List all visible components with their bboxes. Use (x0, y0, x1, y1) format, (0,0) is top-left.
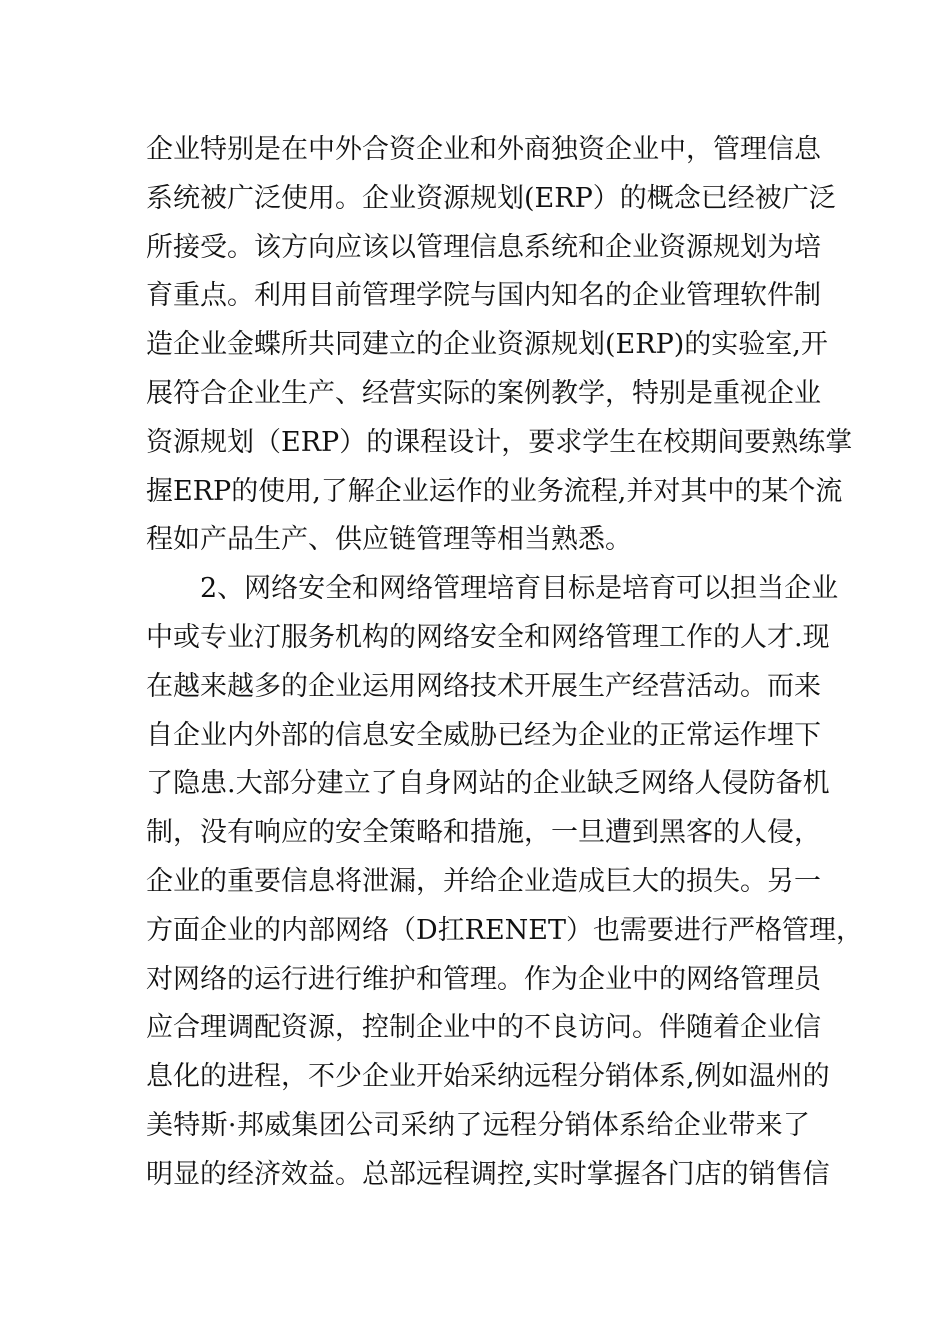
paragraph-start-line: 2、网络安全和网络管理培育目标是培育可以担当企业 (200, 573, 839, 605)
body-text (146, 126, 864, 1200)
text-line: 握ERP的使用,了解企业运作的业务流程,并对其中的某个流 (146, 475, 843, 507)
paragraph-end-line: 程如产品生产、供应链管理等相当熟悉。 (146, 524, 632, 556)
text-line: 中或专业汀服务机构的网络安全和网络管理工作的人才.现 (146, 621, 830, 653)
text-line: 美特斯·邦威集团公司采纳了远程分销体系给企业带来了 (146, 1109, 810, 1141)
text-line: 对网络的运行进行维护和管理。作为企业中的网络管理员 (146, 963, 821, 995)
text-line: 企业的重要信息将泄漏，并给企业造成巨大的损失。另一 (146, 865, 821, 897)
text-line: 方面企业的内部网络（D扛RENET）也需要进行严格管理， (146, 914, 864, 946)
text-line: 自企业内外部的信息安全威胁已经为企业的正常运作埋下 (146, 719, 821, 751)
text-line: 所接受。该方向应该以管理信息系统和企业资源规划为培 (146, 231, 821, 263)
text-line: 应合理调配资源，控制企业中的不良访问。伴随着企业信 (146, 1012, 821, 1044)
text-line: 资源规划（ERP）的课程设计，要求学生在校期间要熟练掌 (146, 426, 853, 458)
text-line: 制，没有响应的安全策略和措施，一旦遭到黑客的人侵， (146, 817, 821, 849)
text-line: 造企业金蝶所共同建立的企业资源规划(ERP)的实验室,开 (146, 329, 828, 361)
text-line: 企业特别是在中外合资企业和外商独资企业中，管理信息 (146, 134, 821, 165)
text-line: 展符合企业生产、经营实际的案例教学，特别是重视企业 (146, 377, 821, 409)
text-line: 系统被广泛使用。企业资源规划(ERP）的概念已经被广泛 (146, 182, 836, 214)
text-line: 明显的经济效益。总部远程调控,实时掌握各门店的销售信 (146, 1158, 830, 1190)
text-line: 在越来越多的企业运用网络技术开展生产经营活动。而来 (146, 670, 821, 702)
text-line: 育重点。利用目前管理学院与国内知名的企业管理软件制 (146, 280, 821, 312)
text-line: 了隐患.大部分建立了自身网站的企业缺乏网络人侵防备机 (146, 768, 830, 800)
text-line: 息化的进程，不少企业开始采纳远程分销体系,例如温州的 (146, 1061, 830, 1093)
